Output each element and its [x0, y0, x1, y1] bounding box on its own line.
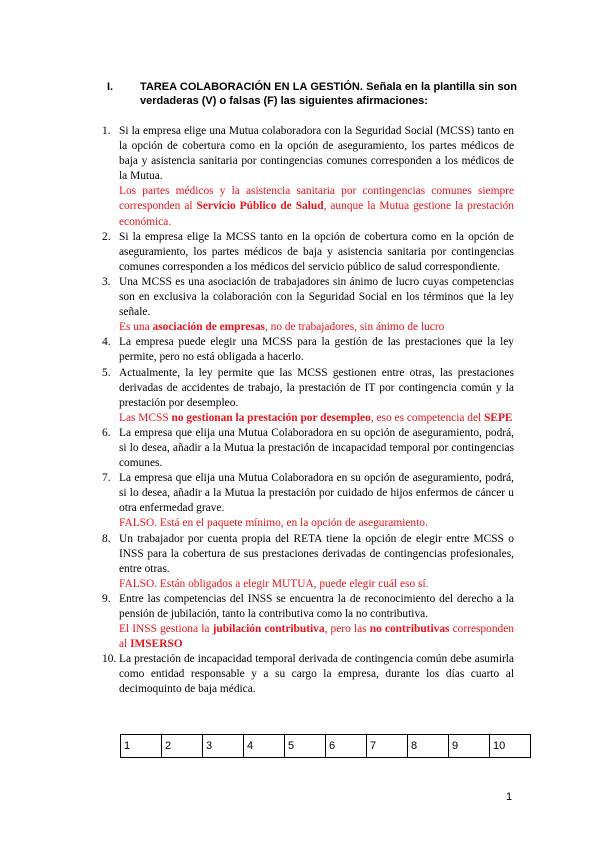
statement-text: Un trabajador por cuenta propia del RETA tiene la opción de elegir entre MCSS o INSS para la cobertura de sus prestaciones derivadas de contingencias profesionales, entre otras.	[119, 532, 514, 575]
statement-number: 4.	[102, 336, 111, 349]
answer-cell[interactable]: 1	[121, 735, 162, 758]
correction-note	[119, 516, 514, 531]
statement-text: Actualmente, la ley permite que las MCSS gestionen entre otras, las prestaciones derivadas de accidentes de trabajo, la prestación de IT por contingencia común y la prestación por desempleo.	[119, 366, 514, 409]
correction-note	[119, 184, 514, 229]
answer-cell[interactable]: 9	[449, 735, 490, 758]
correction-emphasis: SEPE	[484, 411, 513, 424]
correction-text: , eso es competencia del	[370, 411, 485, 424]
statement-number: 10.	[102, 653, 117, 666]
statement-text: La empresa puede elegir una MCSS para la gestión de las prestaciones que la ley permite, pero no está obligada a hacerlo.	[119, 336, 514, 364]
answer-cell[interactable]: 4	[244, 735, 285, 758]
statement-item	[102, 592, 514, 652]
answer-cell[interactable]: 3	[203, 735, 244, 758]
statement-number: 2.	[102, 230, 111, 243]
statement-item	[102, 366, 514, 426]
statement-number: 1.	[102, 125, 111, 137]
statement-number: 8.	[102, 532, 111, 545]
correction-text: El INSS gestiona la	[119, 623, 213, 636]
correction-emphasis: asociación de empresas	[152, 321, 265, 334]
correction-emphasis: IMSERSO	[130, 638, 183, 651]
answer-template-table	[120, 734, 531, 758]
answer-cell[interactable]: 5	[285, 735, 326, 758]
statement-item	[102, 652, 514, 697]
statement-text: Si la empresa elige una Mutua colaboradora con la Seguridad Social (MCSS) tanto en la opción de cobertura como en la opción de aseguramiento, los partes médicos de baja y asistencia sanitaria por contingencias comunes corresponden a los médicos de la Mutua.	[119, 125, 514, 183]
statement-number: 5.	[102, 366, 111, 379]
correction-emphasis: jubilación contributiva	[212, 623, 325, 636]
answer-cell[interactable]: 6	[326, 735, 367, 758]
statement-number: 9.	[102, 592, 111, 605]
answer-row	[121, 735, 531, 758]
statement-text: La prestación de incapacidad temporal derivada de contingencia común debe asumirla como entidad responsable y a su cargo la empresa, durante los días cuarto al decimoquinto de baja médica.	[119, 653, 514, 696]
statement-number: 6.	[102, 426, 111, 439]
correction-text: FALSO. Está en el paquete mínimo, en la opción de aseguramiento.	[119, 517, 428, 530]
statement-item	[102, 275, 514, 335]
statement-item	[102, 230, 514, 275]
page-number: 1	[506, 791, 513, 803]
correction-text: Es una	[119, 321, 153, 334]
statement-item	[102, 124, 514, 230]
statement-text: La empresa que elija una Mutua Colaboradora en su opción de aseguramiento, podrá, si lo desea, añadir a la Mutua la prestación de incapacidad temporal por contingencias comunes.	[119, 426, 514, 470]
correction-text: , no de trabajadores, sin ánimo de lucro	[264, 321, 445, 334]
correction-text: Las MCSS	[119, 411, 172, 424]
statement-item	[102, 471, 514, 531]
answer-cell[interactable]: 8	[408, 735, 449, 758]
correction-note	[119, 411, 514, 426]
statement-item	[102, 426, 514, 471]
correction-text: FALSO. Están obligados a elegir MUTUA, puede elegir cuál eso sí.	[119, 577, 429, 590]
correction-text: corresponden al	[119, 623, 514, 651]
correction-text: , aunque la Mutua gestione la prestación económica.	[119, 200, 514, 228]
statement-item	[102, 532, 514, 592]
answer-cell[interactable]: 10	[490, 735, 531, 758]
statement-text: Si la empresa elige la MCSS tanto en la opción de cobertura como en la opción de aseguramiento, los partes médicos de baja y asistencia sanitaria por contingencias comunes corresponden a los médicos del servicio público de salud correspondiente.	[119, 230, 514, 273]
answer-cell[interactable]: 2	[162, 735, 203, 758]
correction-note	[119, 320, 514, 335]
correction-emphasis: no gestionan la prestación por desempleo	[171, 411, 371, 424]
heading-text: TAREA COLABORACIÓN EN LA GESTIÓN. Señala en la plantilla sin son verdaderas (V) o falsas (F) las siguientes afirmaciones:	[140, 81, 517, 107]
correction-note	[119, 622, 514, 652]
heading-number: I.	[107, 81, 114, 93]
correction-note	[119, 577, 514, 592]
statement-text: Entre las competencias del INSS se encuentra la de reconocimiento del derecho a la pensión de jubilación, tanto la contributiva como la no contributiva.	[119, 592, 514, 620]
correction-emphasis: no contributivas	[369, 623, 450, 636]
statement-text: Una MCSS es una asociación de trabajadores sin ánimo de lucro cuyas competencias son en exclusiva la colaboración con la Seguridad Social en los términos que la ley señale.	[119, 275, 514, 319]
correction-text: , pero las	[324, 623, 370, 636]
statement-list	[102, 124, 514, 698]
correction-emphasis: Servicio Público de Salud	[196, 200, 324, 213]
statement-text: La empresa que elija una Mutua Colaboradora en su opción de aseguramiento, podrá, si lo desea, añadir a la Mutua la prestación por cuidado de hijos enfermos de cáncer u otra enfermedad grave.	[119, 472, 514, 515]
statement-item	[102, 335, 514, 365]
answer-cell[interactable]: 7	[367, 735, 408, 758]
statement-number: 3.	[102, 275, 111, 288]
correction-text: Los partes médicos y la asistencia sanitaria por contingencias comunes siempre corresponden al	[119, 185, 514, 213]
statement-number: 7.	[102, 472, 111, 485]
task-heading	[107, 80, 517, 108]
